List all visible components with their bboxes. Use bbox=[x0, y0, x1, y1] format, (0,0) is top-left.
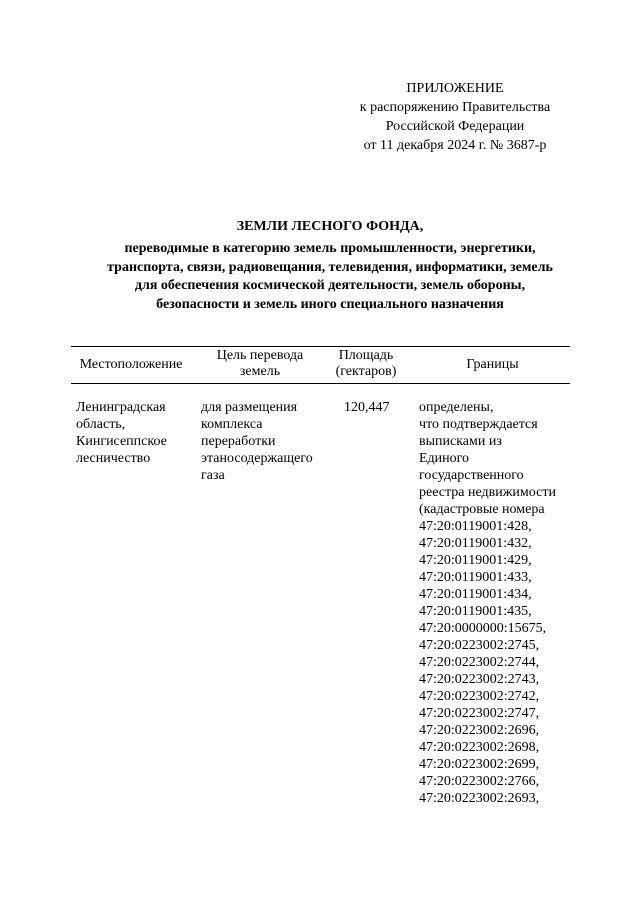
appendix-block bbox=[330, 79, 580, 155]
appendix-authority: Российской Федерации bbox=[385, 119, 525, 134]
cell-area: 120,447 bbox=[344, 400, 390, 415]
cell-purpose: для размещения комплекса переработки этаносодержащего газа bbox=[201, 400, 313, 483]
subtitle-line: переводимые в категорию земель промышленности, энергетики, bbox=[124, 241, 536, 256]
header-boundaries: Границы bbox=[466, 357, 519, 372]
appendix-date-number: от 11 декабря 2024 г. № 3687-р bbox=[363, 138, 547, 153]
header-location: Местоположение bbox=[79, 357, 183, 372]
cell-location: Ленинградская область, Кингисеппское лесничество bbox=[76, 400, 167, 466]
header-area: Площадь (гектаров) bbox=[335, 348, 397, 379]
document-title: ЗЕМЛИ ЛЕСНОГО ФОНДА, bbox=[236, 219, 424, 234]
header-purpose: Цель перевода земель bbox=[216, 348, 304, 379]
subtitle-line: для обеспечения космической деятельности, земель обороны, bbox=[134, 278, 526, 293]
appendix-heading: ПРИЛОЖЕНИЕ bbox=[406, 81, 504, 96]
table-top-rule bbox=[71, 346, 570, 347]
subtitle-line: безопасности и земель иного специального назначения bbox=[156, 296, 504, 312]
document-subtitle bbox=[40, 240, 620, 314]
subtitle-line: транспорта, связи, радиовещания, телевидения, информатики, земель bbox=[107, 259, 553, 275]
cell-boundaries: определены, что подтверждается выписками из Единого государственного реестра недвижимости (кадастровые номера 47:20:0119001:428, 47:20:0119001:432, 47:20:0119001:429, 47:20:0119001:433, 47:20:0119001:434, 47:20:0119001:435, 47:20:0000000:15675, 47:20:0223002:2745, 47:20:0223002:2744, 47:20:0223002:2743, 47:20:0223002:2742, 47:20:0223002:2747, 47:20:0223002:2696, 47:20:0223002:2698, 47:20:0223002:2699, 47:20:0223002:2766, 47:20:0223002:2693, bbox=[419, 400, 556, 806]
table-header-rule bbox=[71, 383, 570, 384]
appendix-reference: к распоряжению Правительства bbox=[359, 100, 551, 115]
